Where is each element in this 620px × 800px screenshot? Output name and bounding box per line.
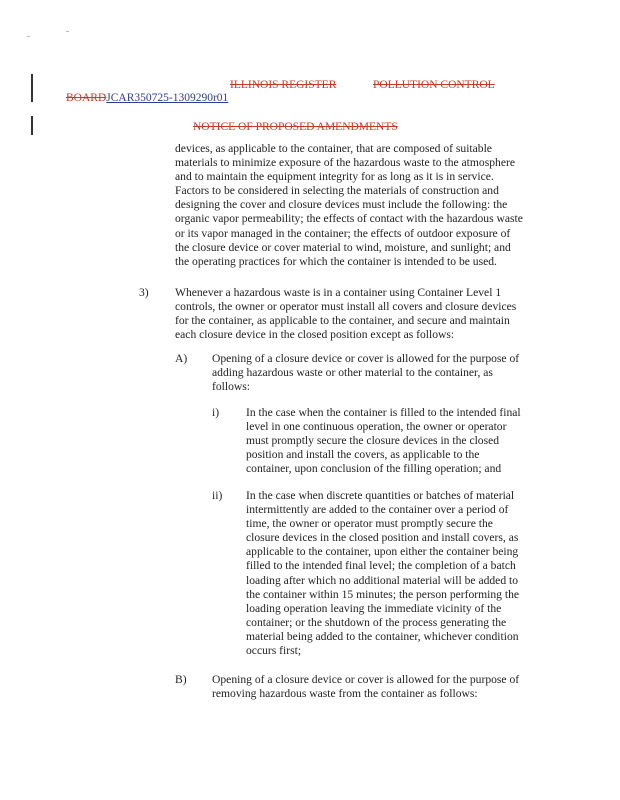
scan-speck [27,36,30,37]
item-a-paragraph [212,352,519,394]
text-line: intermittently are added to the container over a period of [246,503,509,517]
register-title: ILLINOIS REGISTER [230,79,337,91]
item-i-paragraph [246,406,521,476]
item-b-paragraph [212,673,519,701]
text-line: or its vapor managed in the container; the effects of outdoor exposure of [175,226,511,240]
text-line: the operating practices for which the container is intended to be used. [175,254,497,268]
text-line: controls, the owner or operator must install all covers and closure devices [175,300,517,314]
text-line: materials to minimize exposure of the hazardous waste to the atmosphere [175,156,515,170]
text-line: occurs first; [246,644,302,658]
scan-speck [66,31,69,32]
text-line: Opening of a closure device or cover is allowed for the purpose of [212,352,520,365]
text-line: loading after which no additional material will be added to [246,573,519,587]
item-b-label: B) [175,673,187,686]
text-line: Opening of a closure device or cover is allowed for the purpose of [212,673,520,686]
text-line: material being added to the container, whichever condition [246,629,519,643]
header-line-2 [66,91,228,105]
text-line: loading operation leaving the immediate vicinity of the [246,601,502,615]
text-line: closure devices in the closed position and install covers, as [246,531,519,545]
text-line: organic vapor permeability; the effects of contact with the hazardous waste [175,212,523,226]
text-line: adding hazardous waste or other material to the container, as [212,366,493,380]
text-line: applicable to the container, upon either the container being [246,545,519,559]
text-line: the container within 15 minutes; the person performing the [246,587,520,601]
text-line: level in one continuous operation, the owner or operator [246,420,507,434]
text-line: container, upon conclusion of the filling operation; and [246,462,502,476]
text-line: devices, as applicable to the container, that are composed of suitable [175,142,492,155]
text-line: Whenever a hazardous waste is in a container using Container Level 1 [175,286,502,299]
text-line: must promptly secure the closure devices in the closed [246,434,500,448]
text-line: filled to the intended final level; the completion of a batch [246,559,516,573]
item-i-label: i) [212,406,220,419]
text-line: time, the owner or operator must promptly secure the [246,517,493,531]
text-line: container; or the shutdown of the process generating the [246,615,507,629]
agency-name: POLLUTION CONTROL [373,79,495,91]
item-3-label: 3) [139,286,149,299]
item-ii-paragraph [246,489,519,658]
document-id: JCAR350725-1309290r01 [106,92,229,104]
text-line: removing hazardous waste from the container as follows: [212,687,478,701]
intro-paragraph [175,142,523,269]
text-line: designing the cover and closure devices must include the following: the [175,198,508,212]
text-line: In the case when discrete quantities or batches of material [246,489,515,502]
text-line: and to maintain the equipment integrity for as long as it is in service. [175,170,494,184]
notice-title: NOTICE OF PROPOSED AMENDMENTS [193,121,398,133]
change-bar [31,116,33,135]
text-line: each closure device in the closed position except as follows: [175,328,455,342]
text-line: Factors to be considered in selecting the materials of construction and [175,184,499,198]
text-line: for the container, as applicable to the container, and secure and maintain [175,314,510,328]
item-ii-label: ii) [212,489,223,502]
item-3-paragraph [175,286,516,342]
text-line: In the case when the container is filled to the intended final [246,406,521,419]
item-a-label: A) [175,352,188,365]
text-line: position and install the covers, as applicable to the [246,448,480,462]
text-line: follows: [212,380,251,394]
change-bar [31,74,33,102]
text-line: the closure device or cover material to wind, moisture, and sunlight; and [175,240,511,254]
board-struck: BOARD [66,92,107,104]
